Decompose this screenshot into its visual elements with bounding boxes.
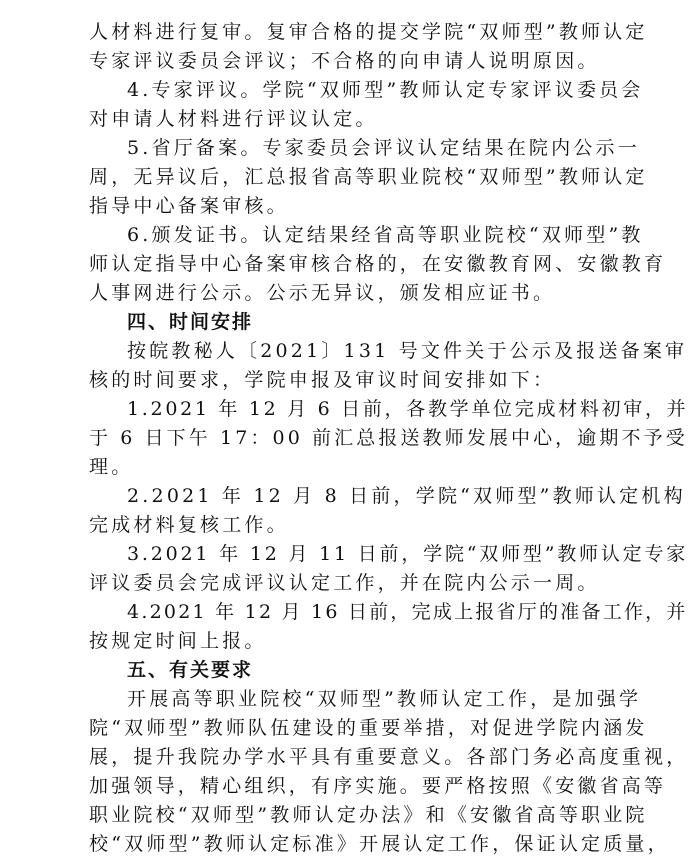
section-heading-schedule: 四、时间安排 — [127, 311, 254, 333]
text-line: 校“双师型”教师认定标准》开展认定工作，保证认定质量， — [89, 833, 670, 855]
text-line: 指导中心备案审核。 — [89, 195, 289, 217]
text-line: 6.颁发证书。认定结果经省高等职业院校“双师型”教 — [127, 224, 644, 246]
text-line: 4.2021 年 12 月 16 日前，完成上报省厅的准备工作，并 — [127, 601, 688, 623]
text-line: 理。 — [89, 456, 134, 478]
text-line: 完成材料复核工作。 — [89, 514, 289, 536]
text-line: 于 6 日下午 17：00 前汇总报送教师发展中心，逾期不予受 — [89, 427, 688, 449]
text-line: 3.2021 年 12 月 11 日前，学院“双师型”教师认定专家 — [127, 543, 689, 565]
text-line: 师认定指导中心备案审核合格的，在安徽教育网、安徽教育 — [89, 253, 667, 275]
text-line: 1.2021 年 12 月 6 日前，各教学单位完成材料初审，并 — [127, 398, 689, 420]
text-line: 对申请人材料进行评议认定。 — [89, 108, 378, 130]
text-line: 开展高等职业院校“双师型”教师认定工作，是加强学 — [127, 688, 642, 710]
text-line: 职业院校“双师型”教师认定办法》和《安徽省高等职业院 — [89, 804, 648, 826]
section-heading-requirements: 五、有关要求 — [127, 659, 254, 681]
text-line: 人事网进行公示。公示无异议，颁发相应证书。 — [89, 282, 556, 304]
text-line: 专家评议委员会评议；不合格的向申请人说明原因。 — [89, 50, 600, 72]
text-line: 按皖教秘人〔2021〕131 号文件关于公示及报送备案审 — [127, 340, 688, 362]
text-line: 加强领导，精心组织，有序实施。要严格按照《安徽省高等 — [89, 775, 667, 797]
text-line: 展，提升我院办学水平具有重要意义。各部门务必高度重视， — [89, 746, 689, 768]
text-line: 4.专家评议。学院“双师型”教师认定专家评议委员会 — [127, 79, 644, 101]
text-line: 按规定时间上报。 — [89, 630, 267, 652]
text-line: 周，无异议后，汇总报省高等职业院校“双师型”教师认定 — [89, 166, 648, 188]
text-line: 评议委员会完成评议认定工作，并在院内公示一周。 — [89, 572, 600, 594]
text-line: 人材料进行复审。复审合格的提交学院“双师型”教师认定 — [89, 21, 648, 43]
text-line: 院“双师型”教师队伍建设的重要举措，对促进学院内涵发 — [89, 717, 648, 739]
text-line: 2.2021 年 12 月 8 日前，学院“双师型”教师认定机构 — [127, 485, 686, 507]
text-line: 核的时间要求，学院申报及审议时间安排如下： — [89, 369, 556, 391]
text-line: 5.省厅备案。专家委员会评议认定结果在院内公示一 — [127, 137, 640, 159]
